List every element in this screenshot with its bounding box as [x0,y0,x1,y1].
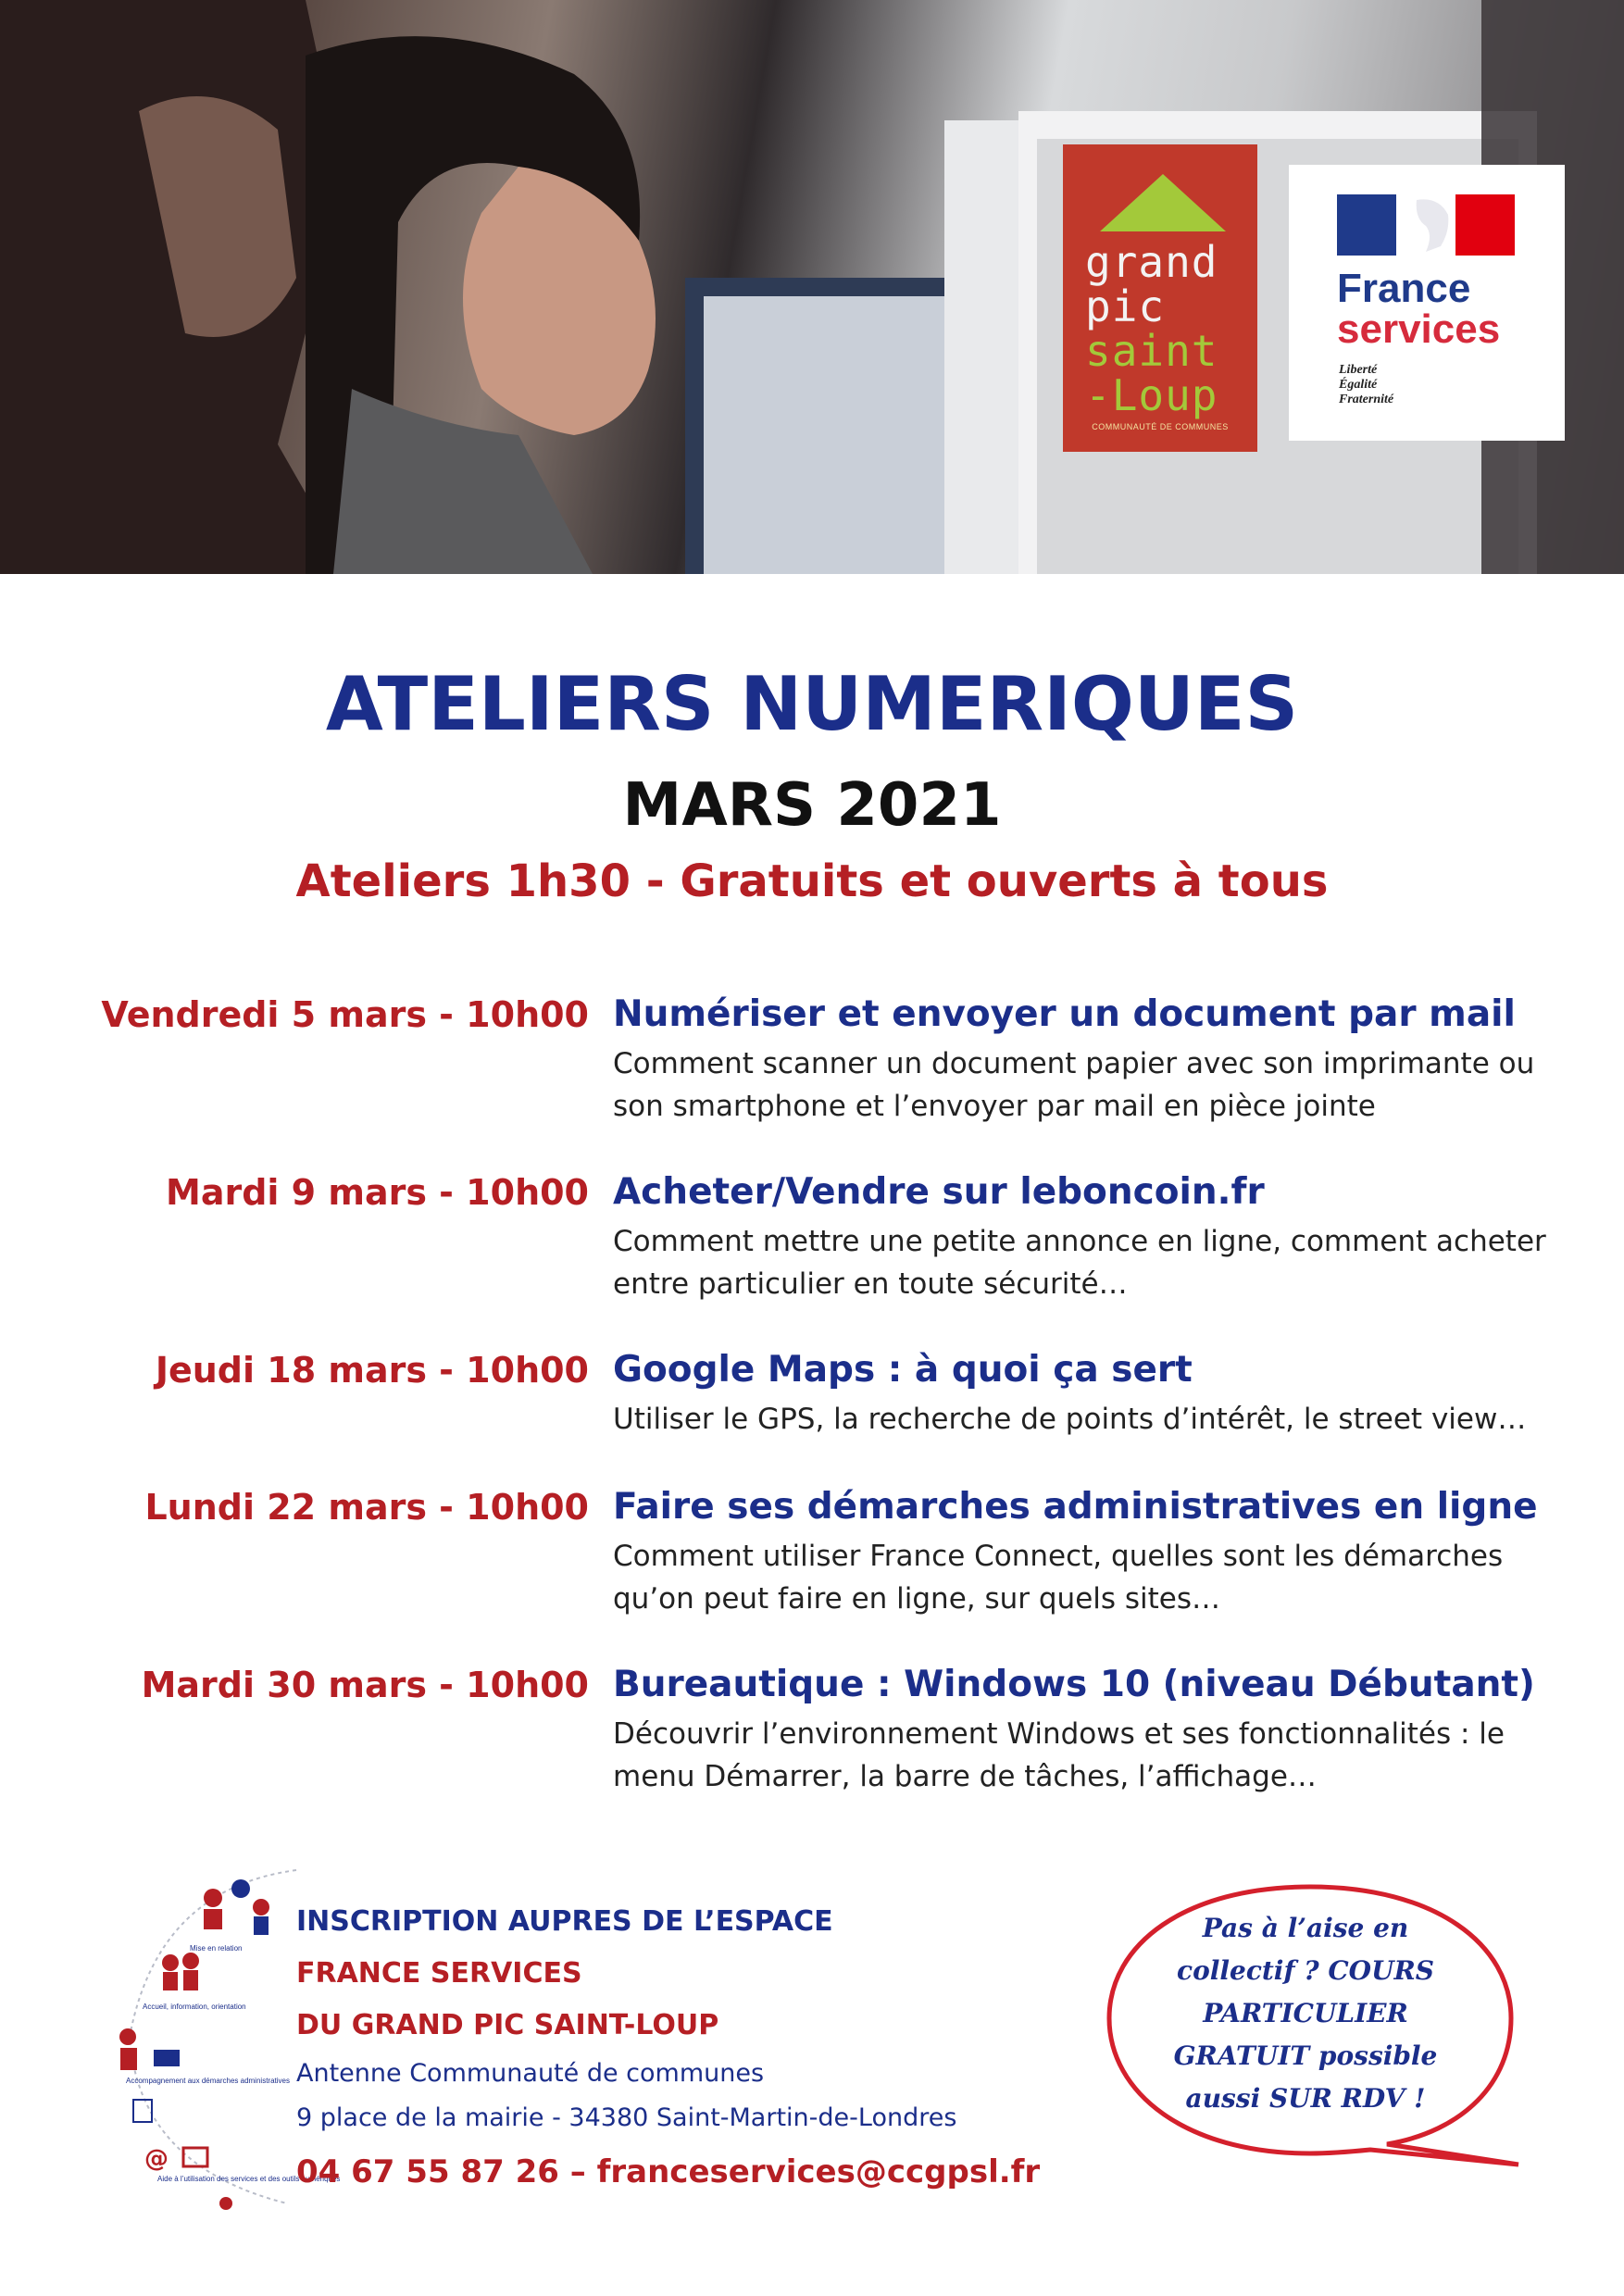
workshop-date: Vendredi 5 mars - 10h00 [101,994,589,1035]
workshop-date: Jeudi 18 mars - 10h00 [155,1350,589,1391]
services-label: services [1337,306,1501,352]
page-title: ATELIERS NUMERIQUES [325,661,1299,747]
contact-block [296,1896,1041,2200]
workshop-topic: Bureautique : Windows 10 (niveau Débutant) [613,1664,1535,1705]
workshop-date: Mardi 9 mars - 10h00 [166,1172,589,1213]
logo-subtitle: COMMUNAUTÉ DE COMMUNES [1092,422,1229,431]
private-lesson-note: Pas à l’aise en collectif ? COURS PARTICULIER GRATUIT possible aussi SUR RDV ! [1173,1913,1438,2114]
paperwork-icon [119,2028,180,2070]
workshop-date: Mardi 30 mars - 10h00 [141,1665,589,1705]
relation-icon [204,1879,269,1935]
digital-tools-icon [133,2100,207,2173]
icon-caption: Accueil, information, orientation [143,2003,246,2011]
workshop-topic: Faire ses démarches administratives en ligne [613,1486,1538,1528]
grand-pic-saint-loup-logo [1063,144,1257,452]
registration-line: INSCRIPTION AUPRES DE L’ESPACE [296,1905,833,1938]
office-name: Antenne Communauté de communes [296,2059,765,2088]
icon-caption: Mise en relation [190,1944,243,1953]
logo-word: grand [1085,237,1218,287]
republic-motto: Liberté Égalité Fraternité [1339,363,1394,406]
logo-word: pic [1085,281,1166,331]
month-title: MARS 2021 [622,771,1002,840]
phone-email: 04 67 55 87 26 – franceservices@ccgpsl.fr [296,2153,1041,2190]
workshop-description: Découvrir l’environnement Windows et ses fonctionnalités : le menu Démarrer, la barre de tâches, l’affichage… [613,1717,1505,1793]
header-photo [0,0,1624,574]
france-label: France [1337,266,1471,311]
reception-icon [162,1953,199,1990]
icon-caption: Accompagnement aux démarches administratives [126,2077,290,2085]
workshop-description: Comment mettre une petite annonce en ligne, comment acheter entre particulier en toute sécurité… [613,1225,1546,1301]
services-icons [102,1852,341,2213]
subtitle: Ateliers 1h30 - Gratuits et ouverts à tous [295,855,1329,907]
logo-word: saint [1085,326,1218,376]
workshop-topic: Acheter/Vendre sur leboncoin.fr [613,1171,1265,1213]
france-services-logo [1289,165,1565,441]
mountain-icon [1100,174,1226,231]
icon-caption: Aide à l’utilisation des services et des outils numériques [157,2175,341,2183]
registration-line: DU GRAND PIC SAINT-LOUP [296,2009,719,2041]
workshop-description: Utiliser le GPS, la recherche de points d’intérêt, le street view… [613,1403,1527,1436]
workshop-description: Comment utiliser France Connect, quelles sont les démarches qu’on peut faire en ligne, sur quels sites… [613,1540,1504,1616]
workshop-description: Comment scanner un document papier avec son imprimante ou son smartphone et l’envoyer par mail en pièce jointe [613,1047,1535,1123]
workshop-topic: Google Maps : à quoi ça sert [613,1349,1193,1391]
registration-line: FRANCE SERVICES [296,1957,582,1990]
svg-text:@: @ [144,2145,169,2173]
workshop-topic: Numériser et envoyer un document par mail [613,993,1516,1035]
mail-icon [219,2197,232,2210]
workshop-date: Lundi 22 mars - 10h00 [144,1487,589,1528]
logo-word: -Loup [1085,370,1218,420]
address: 9 place de la mairie - 34380 Saint-Martin-de-Londres [296,2103,957,2132]
marianne-flag-icon [1337,194,1515,256]
